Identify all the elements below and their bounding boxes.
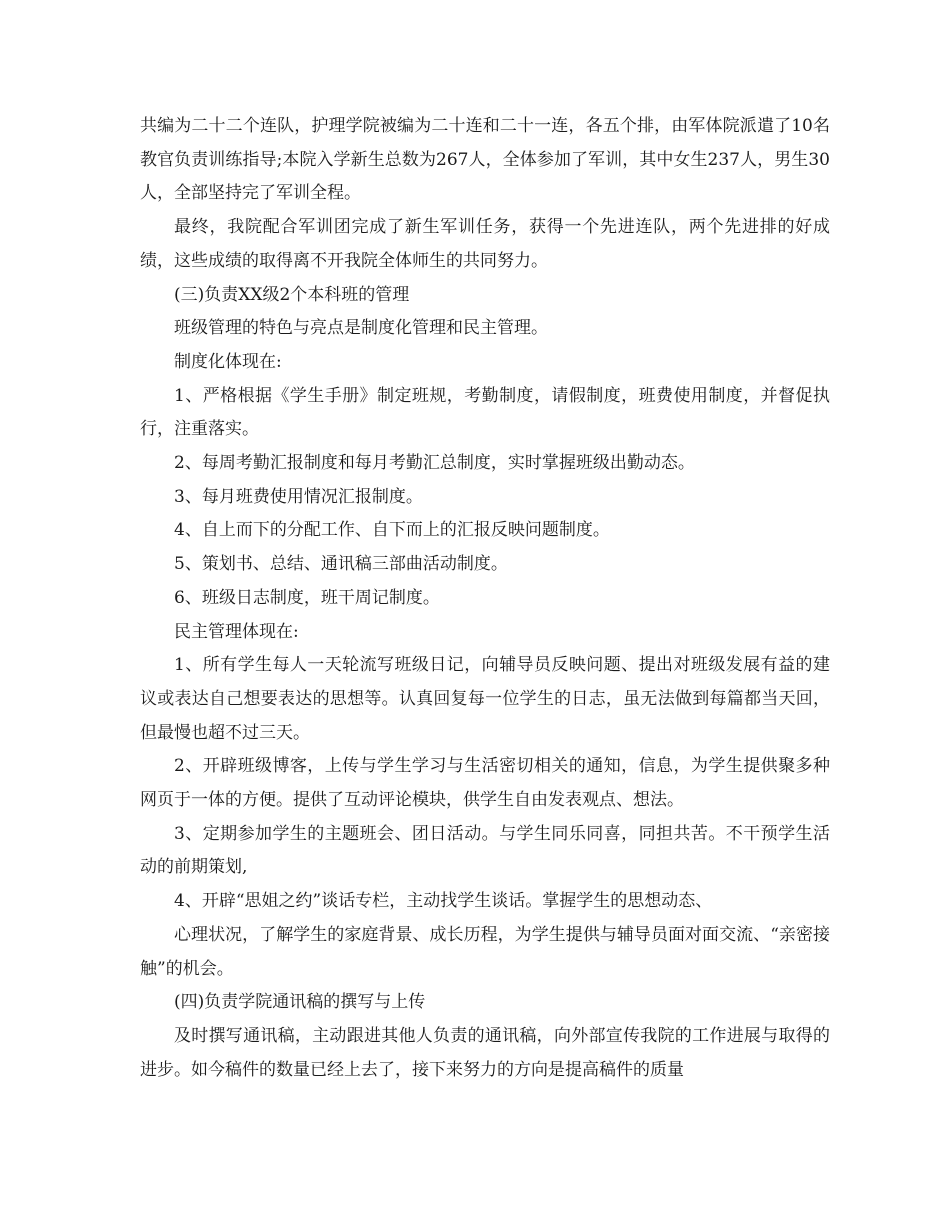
list-item: 5、策划书、总结、通讯稿三部曲活动制度。 [174,554,508,575]
paragraph: 共编为二十二个连队，护理学院被编为二十连和二十一连，各五个排，由军体院派遣了10名教官负责训练指导;本院入学新生总数为267人，全体参加了军训，其中女生237人，男生30人，全部坚持完了军训全程。 [140,116,830,204]
section-heading: (三)负责XX级2个本科班的管理 [174,284,410,305]
list-item: 6、班级日志制度，班干周记制度。 [174,587,440,608]
paragraph: 制度化体现在: [174,351,282,372]
paragraph: 及时撰写通讯稿，主动跟进其他人负责的通讯稿，向外部宣传我院的工作进展与取得的进步。如今稿件的数量已经上去了，接下来努力的方向是提高稿件的质量 [140,1025,830,1080]
list-item: 3、定期参加学生的主题班会、团日活动。与学生同乐同喜，同担共苦。不干预学生活动的前期策划, [140,823,830,878]
paragraph: 心理状况，了解学生的家庭背景、成长历程，为学生提供与辅导员面对面交流、“亲密接触”的机会。 [140,924,830,979]
paragraph: 班级管理的特色与亮点是制度化管理和民主管理。 [174,318,548,339]
list-item: 4、开辟“思姐之约”谈话专栏，主动找学生谈话。掌握学生的思想动态、 [174,891,713,912]
list-item: 1、所有学生每人一天轮流写班级日记，向辅导员反映问题、提出对班级发展有益的建议或表达自己想要表达的思想等。认真回复每一位学生的日志，虽无法做到每篇都当天回，但最慢也超不过三天。 [140,655,830,743]
paragraph: 民主管理体现在: [174,621,299,642]
section-heading: (四)负责学院通讯稿的撰写与上传 [174,992,426,1013]
list-item: 2、开辟班级博客，上传与学生学习与生活密切相关的通知，信息，为学生提供聚多种网页于一体的方便。提供了互动评论模块，供学生自由发表观点、想法。 [140,756,830,811]
paragraph: 最终，我院配合军训团完成了新生军训任务，获得一个先进连队，两个先进排的好成绩，这些成绩的取得离不开我院全体师生的共同努力。 [140,217,830,271]
list-item: 2、每周考勤汇报制度和每月考勤汇总制度，实时掌握班级出勤动态。 [174,453,695,474]
document-body [140,110,830,1087]
list-item: 4、自上而下的分配工作、自下而上的汇报反映问题制度。 [174,520,610,541]
list-item: 3、每月班费使用情况汇报制度。 [174,486,423,507]
list-item: 1、严格根据《学生手册》制定班规，考勤制度，请假制度，班费使用制度，并督促执行，注重落实。 [140,385,830,440]
